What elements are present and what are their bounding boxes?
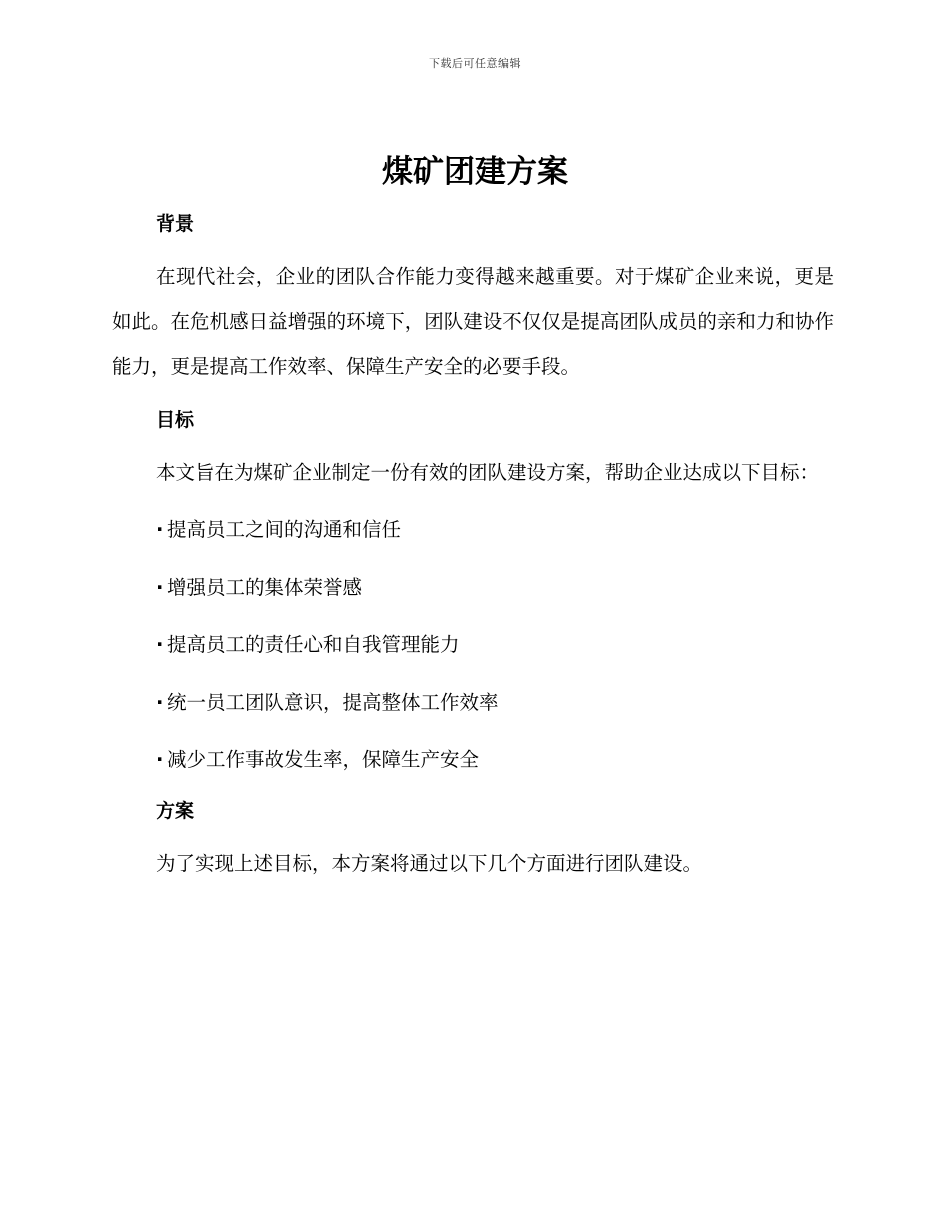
- section-heading-goals: 目标: [156, 409, 195, 431]
- list-item: [112, 501, 834, 559]
- document-body: [112, 200, 834, 886]
- list-item-text: 增强员工的集体荣誉感: [167, 575, 363, 599]
- plan-paragraph: 为了实现上述目标，本方案将通过以下几个方面进行团队建设。: [156, 851, 703, 875]
- header-note: 下载后可任意编辑: [429, 57, 521, 70]
- list-item-text: 提高员工之间的沟通和信任: [167, 518, 402, 541]
- section-heading-background: 背景: [156, 213, 195, 235]
- list-item: [112, 674, 834, 732]
- section-heading-plan: 方案: [156, 799, 195, 822]
- goals-list: [112, 501, 834, 789]
- list-item: [112, 731, 834, 789]
- document-title: 煤矿团建方案: [382, 154, 568, 190]
- bullet-marker: ·: [156, 518, 164, 541]
- bullet-marker: ·: [156, 748, 164, 771]
- list-item-text: 提高员工的责任心和自我管理能力: [167, 633, 460, 656]
- bullet-marker: ·: [156, 690, 164, 714]
- list-item: [112, 616, 834, 674]
- list-item-text: 统一员工团队意识，提高整体工作效率: [167, 690, 499, 714]
- bullet-marker: ·: [156, 575, 164, 599]
- bullet-marker: ·: [156, 633, 164, 656]
- goals-paragraph: 本文旨在为煤矿企业制定一份有效的团队建设方案，帮助企业达成以下目标：: [156, 461, 820, 484]
- background-paragraph: 在现代社会，企业的团队合作能力变得越来越重要。对于煤矿企业来说，更是如此。在危机感日益增强的环境下，团队建设不仅仅是提高团队成员的亲和力和协作能力，更是提高工作效率、保障生产安全的必要手段。: [112, 265, 834, 378]
- list-item: [112, 559, 834, 617]
- list-item-text: 减少工作事故发生率，保障生产安全: [167, 748, 480, 771]
